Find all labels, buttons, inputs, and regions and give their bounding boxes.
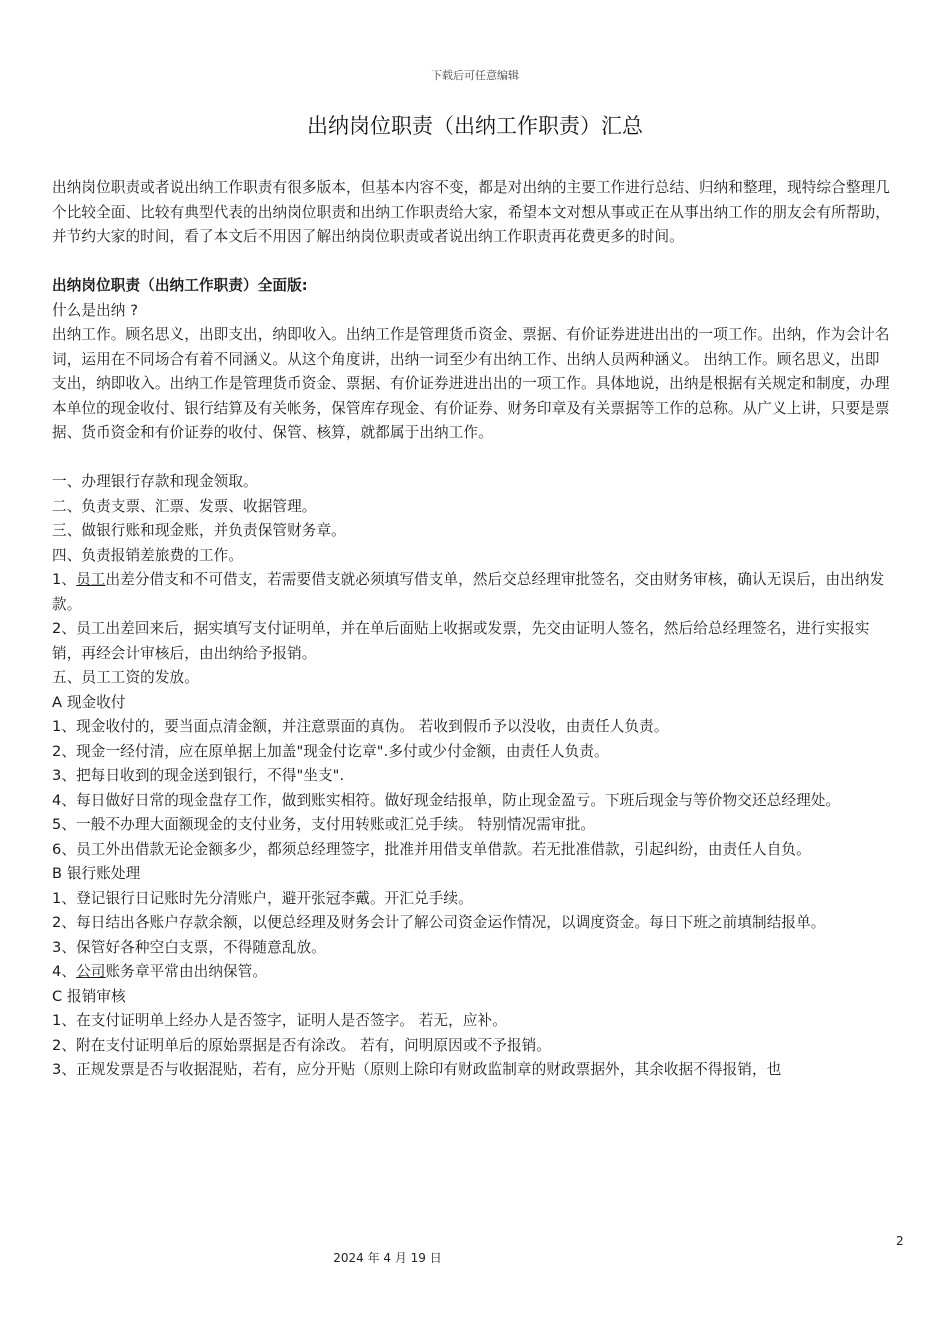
duty-item: 二、负责支票、汇票、发票、收据管理。 xyxy=(52,497,317,515)
bank-heading: B 银行账处理 xyxy=(52,865,141,882)
definition-paragraph: 出纳工作。顾名思义，出即支出，纳即收入。出纳工作是管理货币资金、票据、有价证券进进出出的一项工作。出纳，作为会计名词，运用在不同场合有着不同涵义。从这个角度讲，出纳一词至少有出纳工作、出纳人员两种涵义。 出纳工作。顾名思义，出即支出，纳即收入。出纳工作是管理货币资金、票据、有价证券进进出出的一项工作。具体地说，出纳是根据有关规定和制度，办理本单位的现金收付、银行结算及有关帐务，保管库存现金、有价证券、财务印章及有关票据等工作的总称。从广义上讲，只要是票据、货币资金和有价证券的收付、保管、核算，就都属于出纳工作。 xyxy=(52,326,890,441)
cash-item: 5、一般不办理大面额现金的支付业务，支付用转账或汇兑手续。 特别情况需审批。 xyxy=(52,816,596,833)
bank-item xyxy=(52,960,890,985)
document-body xyxy=(52,176,890,1083)
cash-item: 3、把每日收到的现金送到银行，不得"坐支". xyxy=(52,767,345,784)
subitem-text: 出差分借支和不可借支，若需要借支就必须填写借支单，然后交总经理审批签名，交由财务审核，确认无误后，由出纳发款。 xyxy=(52,571,885,613)
blank-line xyxy=(52,250,890,275)
cash-item: 1、现金收付的，要当面点清金额，并注意票面的真伪。 若收到假币予以没收，由责任人负责。 xyxy=(52,718,669,735)
cash-item: 6、员工外出借款无论金额多少，都须总经理签字，批准并用借支单借款。若无批准借款，引起纠纷，由责任人自负。 xyxy=(52,840,811,858)
bank-item-number: 4、 xyxy=(52,963,77,980)
cash-item: 2、现金一经付清，应在原单据上加盖"现金付讫章".多付或少付金额，由责任人负责。 xyxy=(52,742,609,760)
header-note: 下载后可任意编辑 xyxy=(431,69,519,82)
bank-item: 2、每日结出各账户存款余额，以便总经理及财务会计了解公司资金运作情况，以调度资金。每日下班之前填制结报单。 xyxy=(52,914,826,931)
bank-item-text: 账务章平常由出纳保管。 xyxy=(105,963,268,980)
review-item: 3、正规发票是否与收据混贴，若有，应分开贴（原则上除印有财政监制章的财政票据外，其余收据不得报销，也 xyxy=(52,1061,782,1078)
subitem-number: 1、 xyxy=(52,571,77,588)
employee-link[interactable]: 员工 xyxy=(76,571,106,588)
section-heading: 出纳岗位职责（出纳工作职责）全面版: xyxy=(52,277,308,294)
duty-item: 四、负责报销差旅费的工作。 xyxy=(52,546,244,564)
page-number: 2 xyxy=(896,1234,904,1248)
duty-subitem xyxy=(52,568,890,617)
cash-heading: A 现金收付 xyxy=(52,693,126,711)
bank-item: 3、保管好各种空白支票，不得随意乱放。 xyxy=(52,938,326,956)
company-link[interactable]: 公司 xyxy=(76,963,106,980)
blank-line xyxy=(52,446,890,471)
footer-date: 2024 年 4 月 19 日 xyxy=(333,1251,442,1265)
duty-item: 五、员工工资的发放。 xyxy=(52,669,199,686)
review-item: 2、附在支付证明单后的原始票据是否有涂改。 若有，问明原因或不予报销。 xyxy=(52,1036,552,1054)
bank-item: 1、登记银行日记账时先分清账户，避开张冠李戴。开汇兑手续。 xyxy=(52,889,473,907)
review-heading: C 报销审核 xyxy=(52,987,126,1005)
duty-subitem: 2、员工出差回来后，据实填写支付证明单，并在单后面贴上收据或发票，先交由证明人签名，然后给总经理签名，进行实报实销，再经会计审核后，由出纳给予报销。 xyxy=(52,620,870,662)
cash-item: 4、每日做好日常的现金盘存工作，做到账实相符。做好现金结报单，防止现金盈亏。下班后现金与等价物交还总经理处。 xyxy=(52,791,841,809)
review-item: 1、在支付证明单上经办人是否签字，证明人是否签字。 若无，应补。 xyxy=(52,1012,507,1029)
question-line: 什么是出纳 ? xyxy=(52,301,139,319)
document-title: 出纳岗位职责（出纳工作职责）汇总 xyxy=(307,114,643,138)
intro-paragraph: 出纳岗位职责或者说出纳工作职责有很多版本，但基本内容不变，都是对出纳的主要工作进行总结、归纳和整理，现特综合整理几个比较全面、比较有典型代表的出纳岗位职责和出纳工作职责给大家，希望本文对想从事或正在从事出纳工作的朋友会有所帮助，并节约大家的时间，看了本文后不用因了解出纳岗位职责或者说出纳工作职责再花费更多的时间。 xyxy=(52,179,890,245)
duty-item: 一、办理银行存款和现金领取。 xyxy=(52,473,258,490)
duty-item: 三、做银行账和现金账，并负责保管财务章。 xyxy=(52,522,346,539)
